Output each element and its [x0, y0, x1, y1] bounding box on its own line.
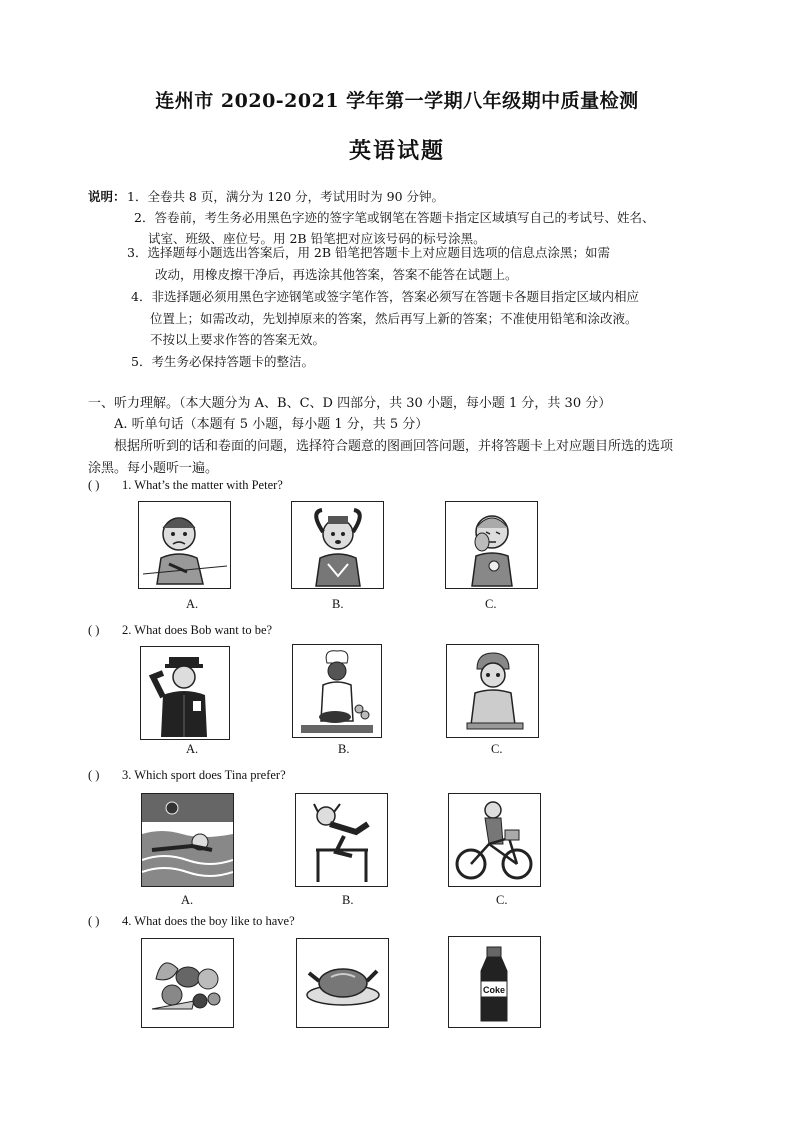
q4-option-c-image — [448, 936, 541, 1028]
instruction-line: 1．全卷共 8 页，满分为 120 分，考试用时为 90 分钟。 — [127, 189, 445, 204]
option-label: B. — [342, 893, 354, 907]
q3-option-b-image — [295, 793, 388, 887]
question-text: 2. What does Bob want to be? — [122, 623, 273, 637]
directions-line: 涂黑。每小题听一遍。 — [88, 461, 219, 476]
q2-option-b-image — [292, 644, 382, 738]
part-a-heading: A. 听单句话（本题有 5 小题，每小题 1 分，共 5 分） — [114, 417, 429, 432]
question-text: 1. What’s the matter with Peter? — [122, 478, 283, 492]
instruction-line: 3．选择题每小题选出答案后，用 2B 铅笔把答题卡上对应题目选项的信息点涂黑；如需 — [127, 245, 611, 260]
q3-option-c-image — [448, 793, 541, 887]
q4-option-b-image — [296, 938, 389, 1028]
instruction-line: 4．非选择题必须用黑色字迹钢笔或签字笔作答，答案必须写在答题卡各题目指定区域内相应 — [131, 289, 639, 304]
instruction-line: 2．答卷前，考生务必用黑色字迹的签字笔或钢笔在答题卡指定区域填写自己的考试号、姓名、 — [134, 210, 655, 225]
answer-paren[interactable]: ( ) — [88, 768, 100, 782]
option-label: C. — [491, 742, 503, 756]
page-subtitle: 英语试题 — [348, 138, 445, 164]
page-title: 连州市 2020-2021 学年第一学期八年级期中质量检测 — [155, 90, 639, 112]
q1-option-a-image — [138, 501, 231, 589]
q1-option-c-image — [445, 501, 538, 589]
answer-paren[interactable]: ( ) — [88, 623, 100, 637]
coke-label: Coke — [482, 985, 506, 995]
question-text: 4. What does the boy like to have? — [122, 914, 295, 928]
option-label: B. — [338, 742, 350, 756]
option-label: A. — [186, 597, 199, 611]
option-label: A. — [186, 742, 199, 756]
q2-option-a-image — [140, 646, 230, 740]
section-heading: 一、听力理解。（本大题分为 A、B、C、D 四部分，共 30 小题，每小题 1 分，共 30 分） — [88, 396, 612, 411]
instruction-line: 改动，用橡皮擦干净后，再选涂其他答案，答案不能答在试题上。 — [155, 267, 518, 282]
answer-paren[interactable]: ( ) — [88, 914, 100, 928]
question-text: 3. Which sport does Tina prefer? — [122, 768, 286, 782]
instruction-line: 位置上；如需改动，先划掉原来的答案，然后再写上新的答案；不准使用铅笔和涂改液。 — [150, 311, 638, 326]
instruction-line: 不按以上要求作答的答案无效。 — [150, 332, 326, 347]
directions-line: 根据所听到的话和卷面的问题，选择符合题意的图画回答问题，并将答题卡上对应题目所选的选项 — [114, 439, 674, 454]
instructions-label: 说明： — [88, 189, 126, 204]
q3-option-a-image — [141, 793, 234, 887]
q4-option-a-image — [141, 938, 234, 1028]
option-label: C. — [485, 597, 497, 611]
answer-paren[interactable]: ( ) — [88, 478, 100, 492]
q1-option-b-image — [291, 501, 384, 589]
option-label: B. — [332, 597, 344, 611]
option-label: A. — [181, 893, 194, 907]
q2-option-c-image — [446, 644, 539, 738]
instruction-line: 试室、班级、座位号。用 2B 铅笔把对应该号码的标号涂黑。 — [148, 231, 486, 246]
instruction-line: 5．考生务必保持答题卡的整洁。 — [131, 354, 314, 369]
option-label: C. — [496, 893, 508, 907]
